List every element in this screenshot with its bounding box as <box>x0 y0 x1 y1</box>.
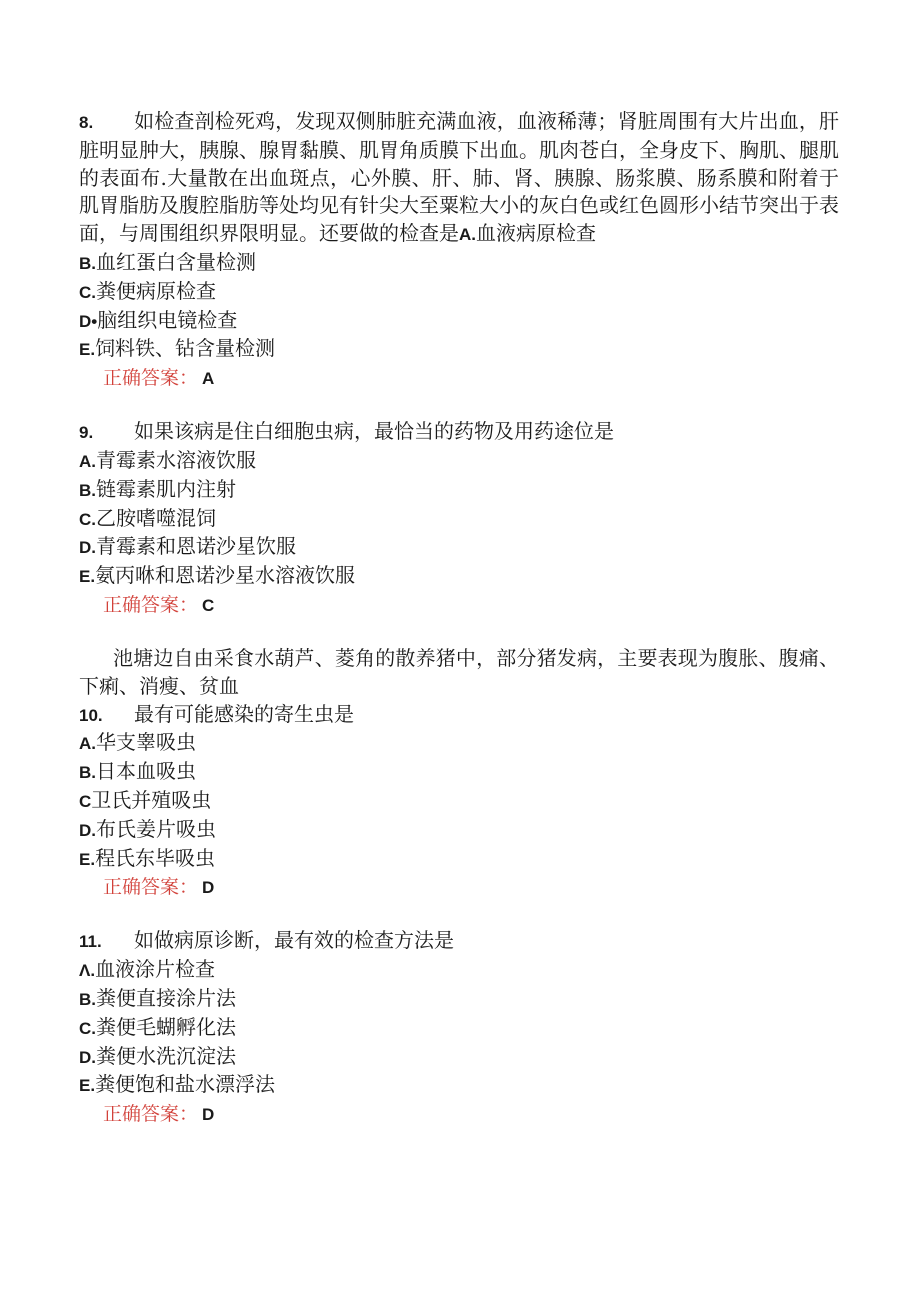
answer-line <box>79 1100 839 1129</box>
question-10 <box>79 701 839 903</box>
answer-label: 正确答案： <box>103 593 199 616</box>
option-b <box>79 985 839 1014</box>
question-9-stem <box>79 418 839 447</box>
answer-label: 正确答案： <box>103 1103 199 1126</box>
option-text: 血红蛋白含量检测 <box>96 249 256 274</box>
option-d <box>79 816 839 845</box>
option-d <box>79 533 839 562</box>
option-text: 链霉素肌内注射 <box>96 476 236 501</box>
option-letter: C. <box>79 509 96 529</box>
option-b <box>79 758 839 787</box>
option-d <box>79 1043 839 1072</box>
option-text: 布氏姜片吸虫 <box>96 816 216 841</box>
answer-line <box>79 873 839 902</box>
option-d <box>79 307 839 336</box>
option-letter: A. <box>79 451 96 471</box>
question-11-stem <box>79 927 839 956</box>
answer-line <box>79 364 839 393</box>
option-a <box>79 447 839 476</box>
case-description: 池塘边自由采食水葫芦、菱角的散养猪中，部分猪发病，主要表现为腹胀、腹痛、下痢、消瘦、贫血 <box>79 645 839 698</box>
option-e <box>79 335 839 364</box>
option-letter: B. <box>79 763 96 783</box>
answer-label: 正确答案： <box>103 876 199 899</box>
option-letter: D• <box>79 311 98 331</box>
option-letter: E. <box>79 567 96 587</box>
spacer <box>79 393 839 418</box>
option-letter: D. <box>79 538 96 558</box>
answer-value: C <box>202 595 215 615</box>
option-letter: E. <box>79 340 96 360</box>
option-letter: E. <box>79 1076 96 1096</box>
option-text: 血液涂片检查 <box>95 957 216 982</box>
option-text: 氨丙咻和恩诺沙星水溶液饮服 <box>95 563 356 588</box>
question-text: 如果该病是住白细胞虫病，最恰当的药物及用药途位是 <box>134 419 614 444</box>
answer-line <box>79 591 839 620</box>
answer-label: 正确答案： <box>103 367 199 390</box>
option-text: 粪便病原检查 <box>96 278 216 303</box>
question-text: 如检查剖检死鸡，发现双侧肺脏充满血液，血液稀薄；肾脏周围有大片出血，肝脏明显肿大，胰腺、腺胃黏膜、肌胃角质膜下出血。肌肉苍白，全身皮下、胸肌、腿肌的表面布.大量散在出血斑点，心外膜、肝、肺、肾、胰腺、肠浆膜、肠系膜和附着于肌胃脂肪及腹腔脂肪等处均见有针尖大至粟粒大小的灰白色或红色圆形小结节突出于表面，与周围组织界限明显。还要做的检查是 <box>79 109 839 246</box>
option-letter: A. <box>459 225 476 245</box>
question-text: 最有可能感染的寄生虫是 <box>134 701 354 726</box>
spacer <box>79 902 839 927</box>
option-c <box>79 505 839 534</box>
option-letter: B. <box>79 253 96 273</box>
option-e <box>79 562 839 591</box>
option-b <box>79 476 839 505</box>
question-number: 10. <box>79 705 103 725</box>
option-text: 粪便水洗沉淀法 <box>96 1043 236 1068</box>
option-letter: B. <box>79 480 96 500</box>
option-text: 程氏东毕吸虫 <box>95 845 216 870</box>
option-letter: D. <box>79 820 96 840</box>
option-text: 卫氏并殖吸虫 <box>91 787 212 812</box>
option-text: 日本血吸虫 <box>96 759 196 784</box>
answer-value: D <box>202 878 215 898</box>
answer-value: A <box>202 369 215 389</box>
option-a <box>79 729 839 758</box>
question-9 <box>79 418 839 620</box>
option-letter: B. <box>79 989 96 1009</box>
option-c <box>79 787 839 816</box>
question-11 <box>79 927 839 1129</box>
spacer <box>79 620 839 645</box>
option-letter: C. <box>79 282 96 302</box>
option-text: 饲料铁、钻含量检测 <box>95 336 276 361</box>
question-number: 11. <box>79 932 102 952</box>
option-a <box>79 956 839 985</box>
option-e <box>79 1071 839 1100</box>
option-text: 乙胺嗜噬混饲 <box>96 505 216 530</box>
option-letter: D. <box>79 1047 96 1067</box>
answer-value: D <box>202 1105 215 1125</box>
question-8-stem <box>79 108 839 249</box>
question-text: 如做病原诊断，最有效的检查方法是 <box>134 928 454 953</box>
option-letter: C <box>79 791 92 811</box>
option-letter: Λ. <box>79 961 96 981</box>
question-number: 9. <box>79 423 94 443</box>
option-text: 粪便毛蝴孵化法 <box>96 1014 236 1039</box>
option-text: 青霉素水溶液饮服 <box>96 447 256 472</box>
option-text: 粪便饱和盐水漂浮法 <box>95 1072 276 1097</box>
option-letter: C. <box>79 1018 96 1038</box>
option-letter: A. <box>79 734 96 754</box>
option-text: 粪便直接涂片法 <box>96 985 236 1010</box>
option-c <box>79 278 839 307</box>
document-page <box>79 108 839 1129</box>
question-number: 8. <box>79 113 94 132</box>
option-text: 华支睾吸虫 <box>96 730 196 755</box>
question-8 <box>79 108 839 393</box>
option-b <box>79 249 839 278</box>
option-c <box>79 1014 839 1043</box>
option-text: 血液病原检查 <box>476 221 596 246</box>
option-text: 脑组织电镜检查 <box>97 307 238 332</box>
option-text: 青霉素和恩诺沙星饮服 <box>96 534 296 559</box>
option-letter: E. <box>79 849 96 869</box>
question-10-stem <box>79 701 839 730</box>
option-e <box>79 845 839 874</box>
